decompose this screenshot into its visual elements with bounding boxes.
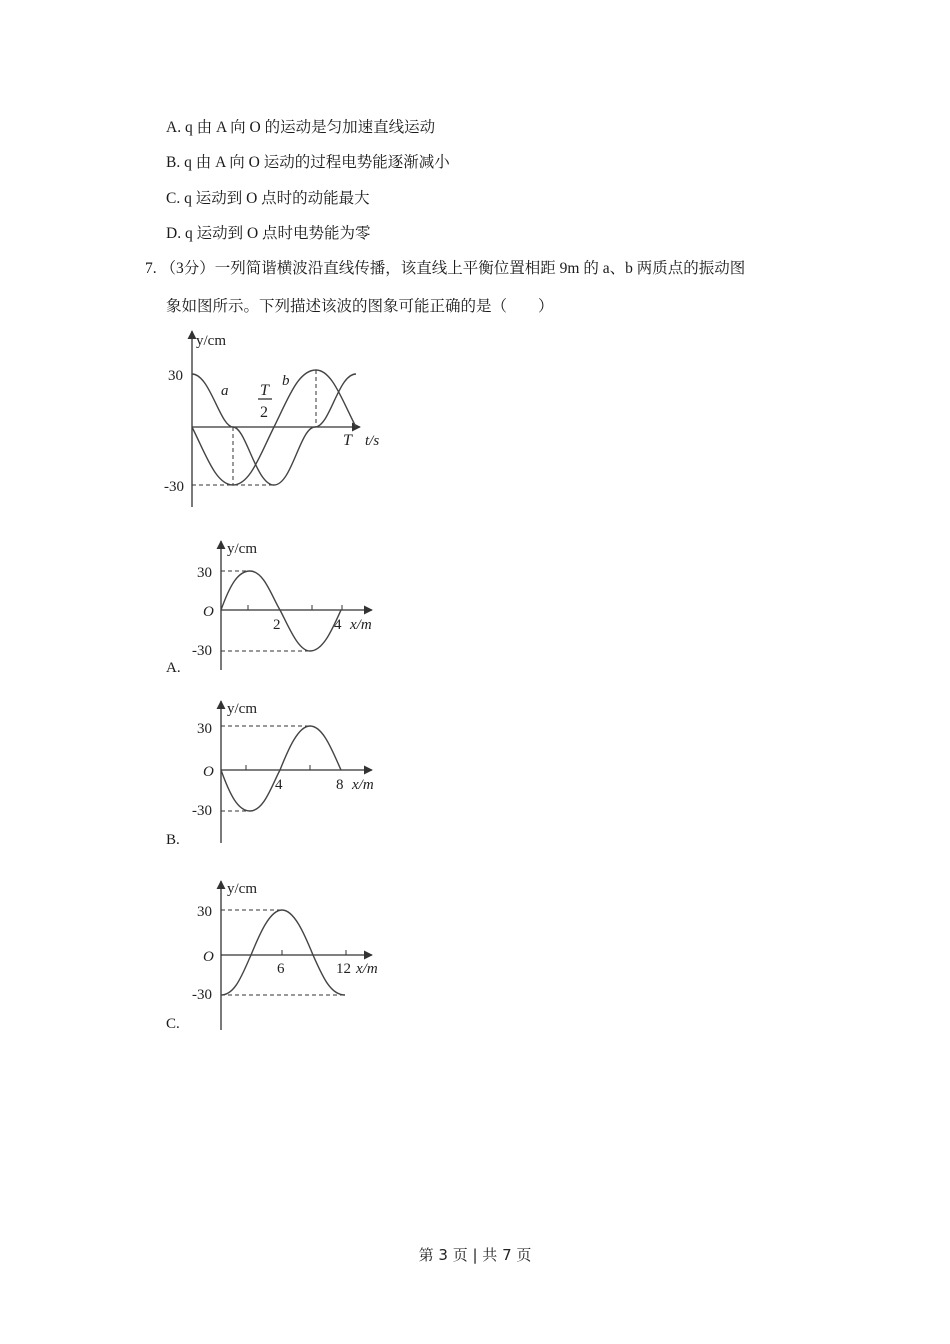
option-c-label: C. <box>166 1016 180 1032</box>
option-letter: D. <box>166 225 182 242</box>
question-text-line2: 象如图所示。下列描述该波的图象可能正确的是（ ） <box>166 298 554 315</box>
option-letter: A. <box>166 119 182 136</box>
question-7-line1 <box>145 259 745 279</box>
option-a-label: A. <box>166 660 181 676</box>
svg-text:6: 6 <box>277 961 285 977</box>
svg-text:2: 2 <box>273 617 281 633</box>
svg-text:x/m: x/m <box>356 961 378 977</box>
svg-text:y/cm: y/cm <box>227 701 257 717</box>
svg-text:y/cm: y/cm <box>227 541 257 557</box>
half-period-num: T <box>260 382 269 399</box>
svg-text:4: 4 <box>334 617 342 633</box>
y-tick-neg30: -30 <box>164 479 184 495</box>
option-b-graph <box>160 695 400 845</box>
question-number: 7. <box>145 260 157 277</box>
question-text-line1: 一列简谐横波沿直线传播，该直线上平衡位置相距 9m 的 a、b 两质点的振动图 <box>214 260 746 277</box>
svg-text:4: 4 <box>275 777 283 793</box>
svg-text:x/m: x/m <box>352 777 374 793</box>
svg-text:30: 30 <box>197 721 212 737</box>
option-letter: C. <box>166 190 181 207</box>
svg-text:O: O <box>203 764 214 780</box>
svg-text:-30: -30 <box>192 987 212 1003</box>
option-b-label: B. <box>166 832 180 848</box>
svg-text:12: 12 <box>336 961 351 977</box>
option-text: q 运动到 O 点时电势能为零 <box>184 225 371 242</box>
svg-text:y/cm: y/cm <box>227 881 257 897</box>
option-c-graph <box>160 875 400 1035</box>
y-tick-30: 30 <box>168 368 183 384</box>
label-b: b <box>282 373 290 389</box>
option-text: q 运动到 O 点时的动能最大 <box>184 190 370 207</box>
svg-text:x/m: x/m <box>350 617 372 633</box>
option-text: q 由 A 向 O 运动的过程电势能逐渐减小 <box>184 154 450 171</box>
option-a-prev <box>166 118 435 138</box>
half-period-den: 2 <box>260 404 268 421</box>
option-letter: B. <box>166 154 181 171</box>
curve-a <box>192 374 356 485</box>
svg-text:-30: -30 <box>192 803 212 819</box>
option-c-prev <box>166 189 370 209</box>
question-score: （3分） <box>160 260 215 277</box>
label-a: a <box>221 383 229 399</box>
svg-text:8: 8 <box>336 777 344 793</box>
svg-text:30: 30 <box>197 565 212 581</box>
svg-text:O: O <box>203 604 214 620</box>
option-a-graph <box>160 535 400 675</box>
svg-text:-30: -30 <box>192 643 212 659</box>
y-axis-label: y/cm <box>196 333 226 349</box>
vibration-graph <box>160 325 400 515</box>
svg-text:30: 30 <box>197 904 212 920</box>
t-tick-T: T <box>343 432 352 449</box>
option-text: q 由 A 向 O 的运动是匀加速直线运动 <box>184 119 436 136</box>
svg-text:O: O <box>203 949 214 965</box>
option-b-prev <box>166 153 450 173</box>
question-7-line2 <box>166 297 554 317</box>
page-footer: 第 3 页 | 共 7 页 <box>418 1246 532 1264</box>
t-axis-label: t/s <box>365 433 380 449</box>
option-d-prev <box>166 224 371 244</box>
